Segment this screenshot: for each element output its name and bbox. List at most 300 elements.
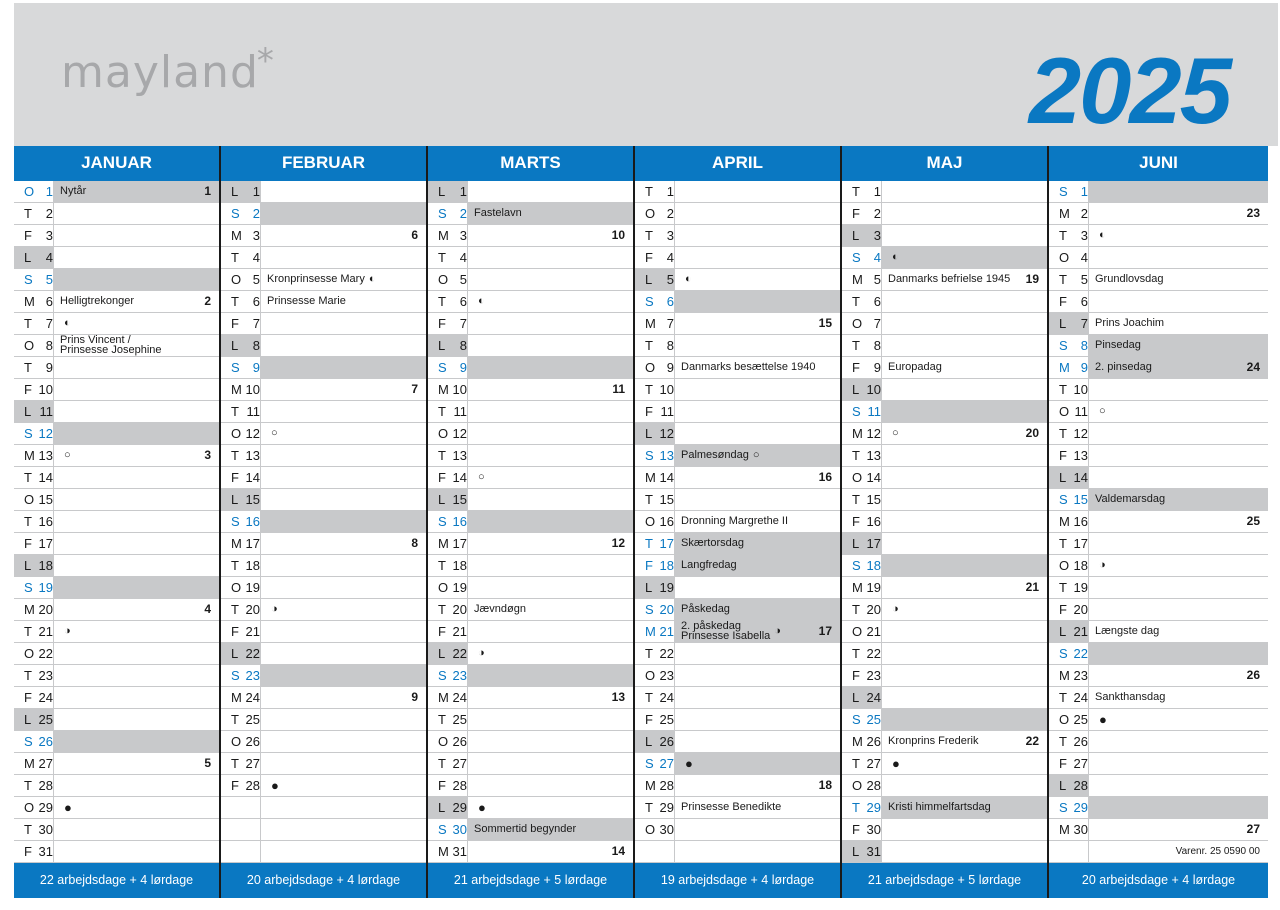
day-label bbox=[14, 841, 54, 862]
day-notes bbox=[882, 291, 1047, 312]
day-number: 5 bbox=[666, 271, 674, 287]
weekday-letter: O bbox=[645, 667, 656, 683]
day-row bbox=[14, 181, 219, 203]
day-row bbox=[428, 621, 633, 643]
day-row bbox=[428, 247, 633, 269]
day-label bbox=[1049, 775, 1089, 796]
day-label bbox=[842, 621, 882, 642]
weekday-letter: F bbox=[645, 711, 653, 727]
day-row bbox=[428, 511, 633, 533]
day-notes bbox=[1089, 709, 1268, 730]
day-notes bbox=[882, 753, 1047, 774]
day-row bbox=[221, 775, 426, 797]
weekday-letter: L bbox=[1059, 623, 1067, 639]
day-label bbox=[1049, 819, 1089, 840]
day-list bbox=[221, 181, 426, 863]
day-row bbox=[14, 577, 219, 599]
day-notes bbox=[261, 423, 426, 444]
day-label bbox=[1049, 467, 1089, 488]
day-number: 28 bbox=[38, 777, 53, 793]
day-number: 11 bbox=[1074, 403, 1088, 419]
day-number: 22 bbox=[245, 645, 260, 661]
day-number: 3 bbox=[45, 227, 53, 243]
day-notes bbox=[882, 665, 1047, 686]
day-notes bbox=[468, 533, 633, 554]
day-event-line: 2. påskedag bbox=[681, 620, 741, 633]
day-number: 14 bbox=[245, 469, 260, 485]
day-number: 30 bbox=[452, 821, 467, 837]
day-number: 3 bbox=[873, 227, 881, 243]
day-number: 14 bbox=[38, 469, 53, 485]
day-row bbox=[1049, 225, 1268, 247]
day-row bbox=[842, 247, 1047, 269]
day-label bbox=[14, 775, 54, 796]
week-number: 2 bbox=[204, 294, 211, 309]
day-number: 26 bbox=[452, 733, 467, 749]
day-notes bbox=[261, 665, 426, 686]
day-row bbox=[842, 687, 1047, 709]
day-notes bbox=[54, 709, 219, 730]
day-notes bbox=[882, 577, 1047, 598]
weekday-letter: T bbox=[852, 645, 860, 661]
day-label bbox=[842, 423, 882, 444]
day-number: 15 bbox=[452, 491, 467, 507]
weekday-letter: F bbox=[1059, 601, 1067, 617]
day-number: 11 bbox=[453, 403, 467, 419]
day-number: 25 bbox=[866, 711, 881, 727]
day-row bbox=[635, 335, 840, 357]
day-number: 26 bbox=[659, 733, 674, 749]
day-label bbox=[1049, 665, 1089, 686]
day-number: 18 bbox=[659, 557, 674, 573]
month-footer-workdays: 20 arbejdsdage + 4 lørdage bbox=[221, 863, 426, 898]
day-label bbox=[635, 203, 675, 224]
day-row bbox=[1049, 577, 1268, 599]
weekday-letter: L bbox=[852, 535, 860, 551]
day-number: 9 bbox=[252, 359, 260, 375]
day-number: 29 bbox=[38, 799, 53, 815]
day-row bbox=[842, 819, 1047, 841]
day-label bbox=[14, 467, 54, 488]
day-label bbox=[428, 511, 468, 532]
day-label bbox=[635, 291, 675, 312]
day-row bbox=[14, 643, 219, 665]
day-row bbox=[1049, 709, 1268, 731]
week-number: 20 bbox=[1025, 426, 1039, 441]
day-label bbox=[842, 445, 882, 466]
day-notes bbox=[468, 599, 633, 620]
day-label bbox=[14, 313, 54, 334]
weekday-letter: T bbox=[1059, 271, 1067, 287]
day-number: 12 bbox=[38, 425, 53, 441]
day-number: 20 bbox=[659, 601, 674, 617]
day-row bbox=[221, 665, 426, 687]
day-notes bbox=[882, 599, 1047, 620]
day-label bbox=[635, 709, 675, 730]
weekday-letter: M bbox=[438, 381, 449, 397]
moon-phase-icon: ● bbox=[271, 777, 279, 793]
day-notes bbox=[1089, 599, 1268, 620]
day-row bbox=[221, 621, 426, 643]
day-row bbox=[635, 423, 840, 445]
day-number: 16 bbox=[38, 513, 53, 529]
day-number: 6 bbox=[873, 293, 881, 309]
day-number: 30 bbox=[659, 821, 674, 837]
day-notes bbox=[54, 731, 219, 752]
day-label bbox=[1049, 577, 1089, 598]
weekday-letter: M bbox=[852, 733, 863, 749]
day-label bbox=[842, 599, 882, 620]
day-event: Helligtrekonger bbox=[60, 295, 134, 308]
day-row bbox=[14, 731, 219, 753]
day-number: 20 bbox=[1073, 601, 1088, 617]
weekday-letter: O bbox=[231, 579, 242, 595]
weekday-letter: L bbox=[645, 733, 653, 749]
day-row bbox=[842, 753, 1047, 775]
day-label bbox=[428, 379, 468, 400]
day-number: 22 bbox=[659, 645, 674, 661]
day-notes bbox=[468, 555, 633, 576]
day-number: 30 bbox=[1073, 821, 1088, 837]
day-label bbox=[428, 401, 468, 422]
day-notes bbox=[261, 797, 426, 818]
weekday-letter: T bbox=[24, 359, 32, 375]
weekday-letter: S bbox=[1059, 183, 1068, 199]
weekday-letter: O bbox=[24, 337, 35, 353]
day-label bbox=[428, 269, 468, 290]
day-notes bbox=[675, 731, 840, 752]
day-event: Fastelavn bbox=[474, 207, 522, 220]
day-number: 16 bbox=[866, 513, 881, 529]
day-row bbox=[221, 731, 426, 753]
day-number: 12 bbox=[866, 425, 881, 441]
day-row bbox=[1049, 753, 1268, 775]
weekday-letter: T bbox=[438, 249, 446, 265]
day-label bbox=[842, 379, 882, 400]
weekday-letter: T bbox=[645, 535, 653, 551]
day-number: 4 bbox=[45, 249, 53, 265]
weekday-letter: M bbox=[24, 601, 35, 617]
month-footer-workdays: 22 arbejdsdage + 4 lørdage bbox=[14, 863, 219, 898]
day-row bbox=[428, 357, 633, 379]
week-number: 18 bbox=[818, 778, 832, 793]
weekday-letter: M bbox=[231, 535, 242, 551]
day-number: 15 bbox=[866, 491, 881, 507]
day-label bbox=[14, 423, 54, 444]
day-notes bbox=[468, 577, 633, 598]
day-label bbox=[221, 379, 261, 400]
day-row bbox=[14, 753, 219, 775]
weekday-letter: S bbox=[1059, 799, 1068, 815]
weekday-letter: L bbox=[852, 381, 860, 397]
day-row bbox=[221, 313, 426, 335]
day-label bbox=[14, 181, 54, 202]
day-label bbox=[428, 357, 468, 378]
day-notes bbox=[54, 511, 219, 532]
day-notes bbox=[468, 445, 633, 466]
day-number: 12 bbox=[452, 425, 467, 441]
weekday-letter: F bbox=[852, 821, 860, 837]
day-notes bbox=[675, 489, 840, 510]
weekday-letter: M bbox=[1059, 205, 1070, 221]
day-notes bbox=[468, 797, 633, 818]
day-number: 1 bbox=[873, 183, 881, 199]
day-label bbox=[635, 467, 675, 488]
weekday-letter: M bbox=[852, 579, 863, 595]
day-label bbox=[842, 687, 882, 708]
week-number: 5 bbox=[204, 756, 211, 771]
weekday-letter: L bbox=[1059, 315, 1067, 331]
weekday-letter: F bbox=[438, 623, 446, 639]
day-number: 1 bbox=[459, 183, 467, 199]
day-number: 15 bbox=[1073, 491, 1088, 507]
day-notes bbox=[1089, 665, 1268, 686]
weekday-letter: M bbox=[24, 755, 35, 771]
weekday-letter: O bbox=[1059, 249, 1070, 265]
day-notes bbox=[54, 753, 219, 774]
day-row bbox=[842, 621, 1047, 643]
day-event: Prins Joachim bbox=[1095, 317, 1165, 330]
day-row bbox=[428, 445, 633, 467]
weekday-letter: T bbox=[438, 755, 446, 771]
day-list bbox=[14, 181, 219, 863]
moon-phase-icon: ● bbox=[478, 799, 486, 815]
day-row bbox=[428, 687, 633, 709]
day-event: Dronning Margrethe II bbox=[681, 515, 788, 528]
day-row bbox=[1049, 643, 1268, 665]
day-row bbox=[221, 687, 426, 709]
day-label bbox=[14, 269, 54, 290]
day-notes bbox=[675, 181, 840, 202]
day-notes bbox=[675, 709, 840, 730]
weekday-letter: S bbox=[24, 271, 33, 287]
weekday-letter: F bbox=[231, 623, 239, 639]
weekday-letter: S bbox=[231, 513, 240, 529]
day-label bbox=[1049, 841, 1089, 862]
day-row bbox=[842, 599, 1047, 621]
day-label bbox=[221, 357, 261, 378]
day-number: 8 bbox=[873, 337, 881, 353]
day-notes bbox=[261, 203, 426, 224]
day-row bbox=[842, 797, 1047, 819]
day-number: 20 bbox=[866, 601, 881, 617]
day-label bbox=[635, 445, 675, 466]
day-row bbox=[14, 313, 219, 335]
day-label bbox=[428, 687, 468, 708]
months-grid bbox=[14, 146, 1278, 898]
day-label bbox=[1049, 599, 1089, 620]
day-notes bbox=[882, 709, 1047, 730]
day-notes bbox=[675, 621, 840, 642]
weekday-letter: L bbox=[645, 579, 653, 595]
day-row bbox=[635, 577, 840, 599]
weekday-letter: T bbox=[1059, 579, 1067, 595]
day-label bbox=[221, 423, 261, 444]
weekday-letter: F bbox=[645, 249, 653, 265]
day-row bbox=[635, 467, 840, 489]
day-row bbox=[1049, 555, 1268, 577]
day-number: 4 bbox=[252, 249, 260, 265]
day-row bbox=[428, 225, 633, 247]
day-label bbox=[1049, 511, 1089, 532]
day-notes bbox=[468, 489, 633, 510]
day-row bbox=[842, 467, 1047, 489]
day-row bbox=[1049, 797, 1268, 819]
day-notes bbox=[54, 489, 219, 510]
day-notes bbox=[54, 687, 219, 708]
month-name: FEBRUAR bbox=[221, 146, 426, 181]
day-notes bbox=[54, 269, 219, 290]
day-notes bbox=[675, 291, 840, 312]
weekday-letter: F bbox=[438, 315, 446, 331]
day-notes bbox=[1089, 577, 1268, 598]
weekday-letter: T bbox=[852, 293, 860, 309]
weekday-letter: T bbox=[852, 799, 860, 815]
day-label bbox=[221, 489, 261, 510]
day-row bbox=[428, 467, 633, 489]
day-notes bbox=[882, 423, 1047, 444]
day-row bbox=[221, 709, 426, 731]
day-label bbox=[842, 753, 882, 774]
day-number: 17 bbox=[866, 535, 881, 551]
day-number: 21 bbox=[38, 623, 53, 639]
day-number: 24 bbox=[38, 689, 53, 705]
day-label bbox=[635, 335, 675, 356]
day-number: 31 bbox=[866, 843, 881, 859]
day-row bbox=[635, 687, 840, 709]
day-notes bbox=[882, 203, 1047, 224]
day-number: 2 bbox=[45, 205, 53, 221]
day-label bbox=[635, 797, 675, 818]
day-row bbox=[221, 599, 426, 621]
day-event: Langfredag bbox=[681, 559, 737, 572]
day-notes bbox=[882, 643, 1047, 664]
day-label bbox=[635, 181, 675, 202]
day-label bbox=[842, 533, 882, 554]
day-row bbox=[221, 357, 426, 379]
day-notes bbox=[468, 775, 633, 796]
day-notes bbox=[468, 247, 633, 268]
day-notes bbox=[675, 401, 840, 422]
weekday-letter: O bbox=[438, 733, 449, 749]
day-label bbox=[221, 533, 261, 554]
day-row bbox=[14, 775, 219, 797]
day-notes bbox=[675, 313, 840, 334]
day-number: 15 bbox=[659, 491, 674, 507]
day-row bbox=[842, 511, 1047, 533]
day-notes bbox=[261, 599, 426, 620]
weekday-letter: L bbox=[231, 183, 239, 199]
day-notes bbox=[54, 797, 219, 818]
week-number: 19 bbox=[1025, 272, 1039, 287]
day-number: 11 bbox=[39, 403, 53, 419]
day-row bbox=[428, 269, 633, 291]
day-row bbox=[428, 203, 633, 225]
day-notes bbox=[882, 357, 1047, 378]
weekday-letter: T bbox=[438, 711, 446, 727]
day-notes bbox=[54, 379, 219, 400]
day-notes bbox=[261, 775, 426, 796]
day-notes bbox=[261, 709, 426, 730]
day-row bbox=[635, 445, 840, 467]
day-row bbox=[428, 753, 633, 775]
weekday-letter: S bbox=[1059, 491, 1068, 507]
week-number: 17 bbox=[818, 624, 832, 639]
weekday-letter: L bbox=[1059, 777, 1067, 793]
month-footer-workdays: 19 arbejdsdage + 4 lørdage bbox=[635, 863, 840, 898]
day-number: 8 bbox=[666, 337, 674, 353]
day-row bbox=[14, 621, 219, 643]
day-row bbox=[14, 247, 219, 269]
day-label bbox=[635, 225, 675, 246]
day-number: 20 bbox=[38, 601, 53, 617]
day-label bbox=[428, 709, 468, 730]
day-notes bbox=[675, 335, 840, 356]
day-number: 13 bbox=[452, 447, 467, 463]
day-label bbox=[842, 841, 882, 862]
weekday-letter: S bbox=[438, 205, 447, 221]
day-notes bbox=[261, 225, 426, 246]
weekday-letter: M bbox=[231, 381, 242, 397]
day-notes bbox=[54, 247, 219, 268]
weekday-letter: T bbox=[24, 205, 32, 221]
day-row bbox=[221, 335, 426, 357]
month-footer-workdays: 21 arbejdsdage + 5 lørdage bbox=[428, 863, 633, 898]
day-notes bbox=[261, 687, 426, 708]
day-notes bbox=[1089, 269, 1268, 290]
day-label bbox=[14, 357, 54, 378]
weekday-letter: T bbox=[645, 645, 653, 661]
day-row bbox=[635, 797, 840, 819]
day-number: 24 bbox=[452, 689, 467, 705]
day-label bbox=[1049, 753, 1089, 774]
day-notes bbox=[882, 819, 1047, 840]
day-label bbox=[221, 511, 261, 532]
day-label bbox=[1049, 445, 1089, 466]
week-number: 1 bbox=[204, 184, 211, 199]
day-row bbox=[221, 291, 426, 313]
weekday-letter: F bbox=[231, 777, 239, 793]
day-number: 19 bbox=[38, 579, 53, 595]
day-number: 29 bbox=[452, 799, 467, 815]
weekday-letter: O bbox=[645, 359, 656, 375]
day-notes bbox=[261, 313, 426, 334]
day-number: 27 bbox=[1073, 755, 1088, 771]
weekday-letter: S bbox=[852, 403, 861, 419]
day-event-line: Prinsesse Isabella bbox=[681, 630, 771, 643]
day-label bbox=[635, 379, 675, 400]
day-notes bbox=[261, 445, 426, 466]
day-number: 13 bbox=[245, 447, 260, 463]
day-label bbox=[14, 533, 54, 554]
moon-phase-icon: ○ bbox=[271, 427, 278, 440]
day-number: 7 bbox=[666, 315, 674, 331]
day-label bbox=[221, 445, 261, 466]
day-label bbox=[428, 797, 468, 818]
day-number: 6 bbox=[45, 293, 53, 309]
day-number: 23 bbox=[659, 667, 674, 683]
day-label bbox=[221, 401, 261, 422]
day-number: 18 bbox=[866, 557, 881, 573]
day-notes bbox=[54, 203, 219, 224]
product-number: Varenr. 25 0590 00 bbox=[1175, 845, 1260, 857]
day-row bbox=[842, 225, 1047, 247]
month-name: JUNI bbox=[1049, 146, 1268, 181]
day-event: Prinsesse Benedikte bbox=[681, 801, 782, 814]
weekday-letter: F bbox=[24, 843, 32, 859]
day-number: 10 bbox=[38, 381, 53, 397]
day-label bbox=[635, 731, 675, 752]
